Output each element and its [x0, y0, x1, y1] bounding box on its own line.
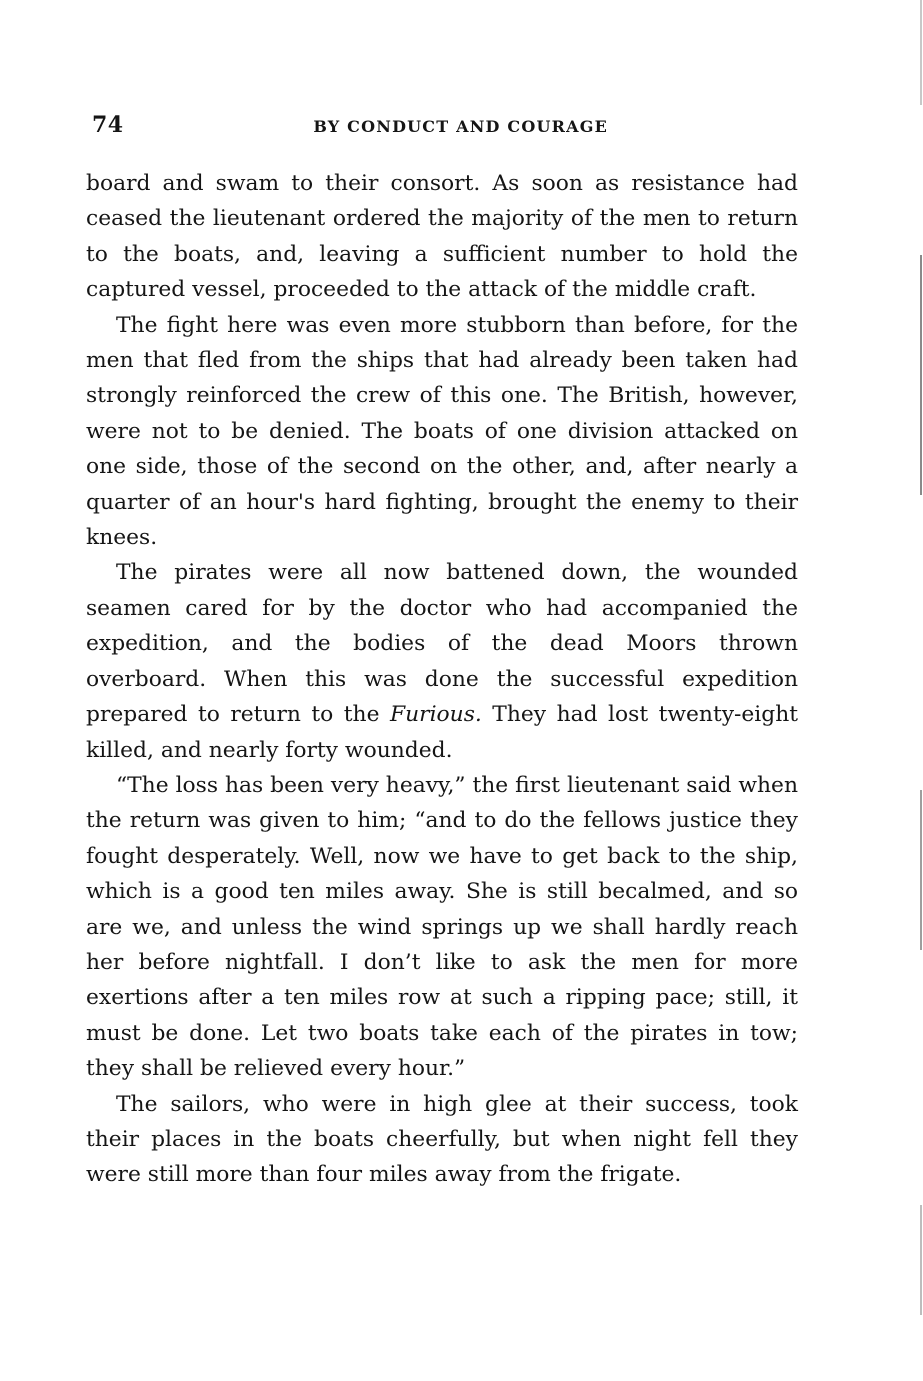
page-header: [92, 112, 608, 146]
ship-name-italic: Furious.: [389, 702, 482, 728]
scan-edge-artifact: [920, 1205, 922, 1315]
page-number: 74: [92, 112, 124, 138]
body-text: [86, 166, 798, 1193]
paragraph-3: [86, 555, 798, 767]
paragraph-3-text-b: They had lost twenty-eight killed, and nearly forty wounded.: [86, 702, 798, 763]
paragraph-2: The fight here was even more stubborn than before, for the men that fled from the ships that had already been taken had strongly reinforced the crew of this one. The British, however, were not to be denied. The boats of one division attacked on one side, those of the second on the other, and, after nearly a quarter of an hour's hard fighting, brought the enemy to their knees.: [86, 312, 798, 551]
scan-edge-artifact: [920, 255, 922, 495]
scan-edge-artifact: [920, 0, 922, 105]
scan-edge-artifact: [920, 790, 922, 950]
paragraph-5: The sailors, who were in high glee at their success, took their places in the boats cheerfully, but when night fell they were still more than four miles away from the frigate.: [86, 1091, 798, 1188]
running-title: BY CONDUCT AND COURAGE: [313, 117, 608, 136]
paragraph-4: “The loss has been very heavy,” the first lieutenant said when the return was given to him; “and to do the fellows justice they fought desperately. Well, now we have to get back to the ship, which is a good ten miles away. She is still becalmed, and so are we, and unless the wind springs up we shall hardly reach her before nightfall. I don’t like to ask the men for more exertions after a ten miles row at such a ripping pace; still, it must be done. Let two boats take each of the pirates in tow; they shall be relieved every hour.”: [86, 772, 798, 1082]
paragraph-1: board and swam to their consort. As soon as resistance had ceased the lieutenant ordered the majority of the men to return to the boats, and, leaving a sufficient number to hold the captured vessel, proceeded to the attack of the middle craft.: [86, 171, 798, 303]
paragraph-3-text-a: The pirates were all now battened down, the wounded seamen cared for by the doctor who had accompanied the expedition, and the bodies of the dead Moors thrown overboard. When this was done the successful expedition prepared to return to the: [86, 560, 798, 728]
